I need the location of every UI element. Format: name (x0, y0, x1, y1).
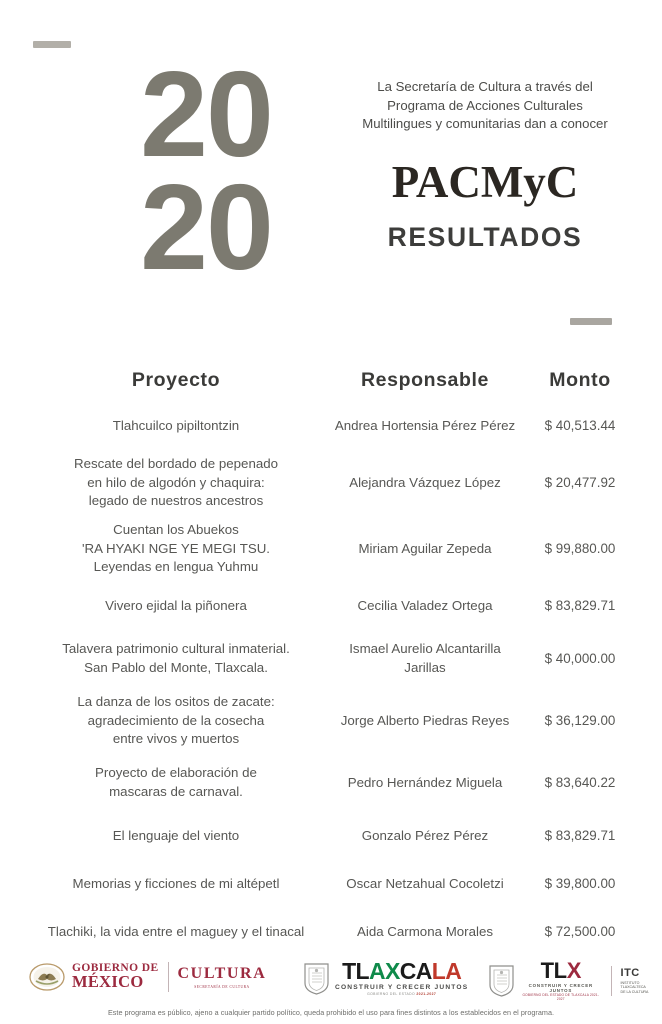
tlx-word (520, 960, 602, 982)
logo-divider (168, 962, 169, 992)
logo-itc (621, 967, 662, 994)
cell-proyecto (31, 923, 321, 942)
cell-line: Andrea Hortensia Pérez Pérez (334, 417, 516, 433)
cell-responsable (321, 827, 529, 846)
cell-responsable (321, 597, 529, 616)
logo-tlx-itc (488, 960, 662, 1001)
cell-proyecto (31, 764, 321, 802)
year-line-second: 20 (140, 159, 272, 296)
table-row (31, 754, 631, 812)
tlx-itc-divider (611, 966, 612, 996)
tlx-wordmark (520, 960, 602, 1001)
cell-line: Tlachiki, la vida entre el maguey y el tinacal (47, 923, 305, 939)
cell-line: San Pablo del Monte, Tlaxcala. (84, 660, 268, 675)
column-header-monto: Monto (549, 368, 611, 391)
tlx-part-1: TL (540, 958, 567, 983)
program-subtitle: RESULTADOS (387, 222, 583, 253)
gobierno-wordmark (72, 963, 159, 992)
tlaxcala-part-2: AX (368, 958, 400, 984)
logo-tlaxcala (303, 960, 468, 996)
cell-line: en hilo de algodón y chaquira: (87, 474, 265, 490)
cell-line: Tlahcuilco pipiltontzin (112, 417, 240, 433)
cell-line: El lenguaje del viento (112, 827, 240, 843)
kicker-line-1: La Secretaría de Cultura a través del (377, 79, 593, 94)
cell-line: Pedro Hernández Miguela (347, 774, 503, 790)
tlx-part-2: X (566, 958, 581, 983)
tlaxcala-shield-icon (303, 962, 330, 995)
table-row (31, 450, 631, 516)
cell-proyecto (31, 521, 321, 578)
program-title: PACMyC (391, 157, 579, 208)
cell-line: 'RA HYAKI NGE YE MEGI TSU. (81, 540, 270, 556)
logo-gobierno-de-mexico (28, 962, 266, 992)
tlaxcala-word (335, 960, 468, 983)
cell-monto: $ 39,800.00 (544, 876, 616, 892)
column-header-responsable: Responsable (361, 368, 489, 391)
cell-proyecto (31, 693, 321, 750)
kicker-line-3: Multilingues y comunitarias dan a conocer (362, 116, 608, 132)
poster-footer (0, 948, 662, 1024)
cell-proyecto (31, 597, 321, 616)
poster-header (0, 0, 662, 345)
cell-monto: $ 36,129.00 (544, 713, 616, 729)
tlaxcala-band (335, 992, 468, 996)
tlx-band: GOBIERNO DEL ESTADO DE TLAXCALA 2021-2027 (522, 993, 600, 1001)
table-row (31, 630, 631, 688)
cell-line: Rescate del bordado de pepenado (73, 455, 279, 471)
cell-line: Vivero ejidal la piñonera (105, 597, 247, 613)
cell-line: entre vivos y muertos (112, 731, 240, 747)
table-header-row (31, 358, 631, 402)
tlx-subtitle: CONSTRUIR Y CRECER JUNTOS (528, 983, 593, 993)
cell-line: agradecimiento de la cosecha (87, 712, 265, 728)
cell-line: Aida Carmona Morales (357, 923, 493, 939)
table-row (31, 516, 631, 582)
cell-monto: $ 83,640.22 (544, 775, 616, 791)
tlaxcala-part-1: TL (342, 958, 369, 984)
tlaxcala-band-left: GOBIERNO DEL ESTADO (367, 992, 416, 996)
cell-line: Jarillas (404, 660, 446, 675)
decorative-dash-right (570, 318, 612, 325)
cell-proyecto (31, 827, 321, 846)
gobierno-line-1: GOBIERNO DE (72, 961, 159, 974)
cell-monto: $ 40,513.44 (544, 418, 616, 434)
gobierno-line-2: MÉXICO (72, 972, 144, 992)
mexican-eagle-icon (28, 962, 66, 992)
table-row (31, 860, 631, 908)
itc-wordmark: ITC (620, 966, 640, 979)
table-body (0, 402, 662, 956)
cell-line: Leyendas en lengua Yuhmu (93, 559, 259, 575)
tlaxcala-part-4: LA (431, 958, 462, 984)
logo-strip (0, 956, 662, 1004)
cell-monto: $ 40,000.00 (544, 651, 616, 667)
cell-line: mascaras de carnaval. (109, 784, 243, 799)
kicker-text (330, 78, 640, 134)
cell-responsable (321, 875, 529, 894)
itc-subtitle (621, 981, 662, 994)
cultura-wordmark: CULTURA (177, 965, 267, 982)
cell-responsable (321, 417, 529, 436)
cell-line: Ismael Aurelio Alcantarilla (349, 641, 501, 657)
tlaxcala-wordmark (335, 960, 468, 996)
itc-subtitle-line-2: DE LA CULTURA (620, 989, 649, 994)
column-header-proyecto: Proyecto (131, 368, 221, 391)
cell-line: Miriam Aguilar Zepeda (358, 540, 492, 556)
table-row (31, 402, 631, 450)
cell-responsable (321, 640, 529, 678)
logo-cultura (178, 965, 267, 989)
cell-line: Gonzalo Pérez Pérez (361, 827, 489, 843)
cell-line: Cecilia Valadez Ortega (357, 597, 493, 613)
cell-line: Oscar Netzahual Cocoletzi (346, 875, 504, 891)
cell-responsable (321, 712, 529, 731)
cell-proyecto (31, 875, 321, 894)
header-text-block (330, 78, 640, 253)
cell-line: legado de nuestros ancestros (88, 493, 264, 509)
cultura-subtitle: SECRETARÍA DE CULTURA (194, 985, 250, 989)
table-row (31, 582, 631, 630)
cell-monto: $ 99,880.00 (544, 541, 616, 557)
cell-responsable (321, 474, 529, 493)
legal-disclaimer: Este programa es público, ajeno a cualquier partido político, queda prohibido el uso para fines distintos a los establecidos en el programa. (107, 1008, 555, 1017)
results-table (0, 358, 662, 956)
cell-line: Talavera patrimonio cultural inmaterial. (62, 641, 290, 657)
tlaxcala-band-right: 2021-2027 (416, 992, 437, 996)
cell-line: Jorge Alberto Piedras Reyes (340, 712, 510, 728)
itc-subtitle-line-1: INSTITUTO TLAXCALTECA (620, 980, 646, 990)
cell-monto: $ 20,477.92 (544, 475, 616, 491)
cell-monto: $ 83,829.71 (544, 828, 616, 844)
tlaxcala-subtitle: CONSTRUIR Y CRECER JUNTOS (335, 984, 469, 991)
tlx-shield-icon (488, 964, 515, 997)
cell-line: Proyecto de elaboración de (95, 765, 257, 781)
table-row (31, 688, 631, 754)
year-2020 (96, 46, 316, 296)
cell-monto: $ 83,829.71 (544, 598, 616, 614)
cell-monto: $ 72,500.00 (544, 924, 616, 940)
cell-responsable (321, 923, 529, 942)
cell-line: Alejandra Vázquez López (349, 474, 501, 490)
year-line-first: 20 (140, 46, 272, 182)
table-row (31, 812, 631, 860)
cell-proyecto (31, 640, 321, 678)
cell-line: La danza de los ositos de zacate: (77, 693, 275, 709)
cell-responsable (321, 774, 529, 793)
kicker-line-2: Programa de Acciones Culturales (387, 97, 583, 113)
cell-proyecto (31, 417, 321, 436)
decorative-dash-top-left (33, 41, 71, 48)
tlaxcala-part-3: CA (399, 958, 432, 984)
cell-line: Memorias y ficciones de mi altépetl (72, 875, 280, 891)
cell-proyecto (31, 455, 321, 512)
cell-responsable (321, 540, 529, 559)
cell-line: Cuentan los Abuekos (113, 521, 239, 537)
